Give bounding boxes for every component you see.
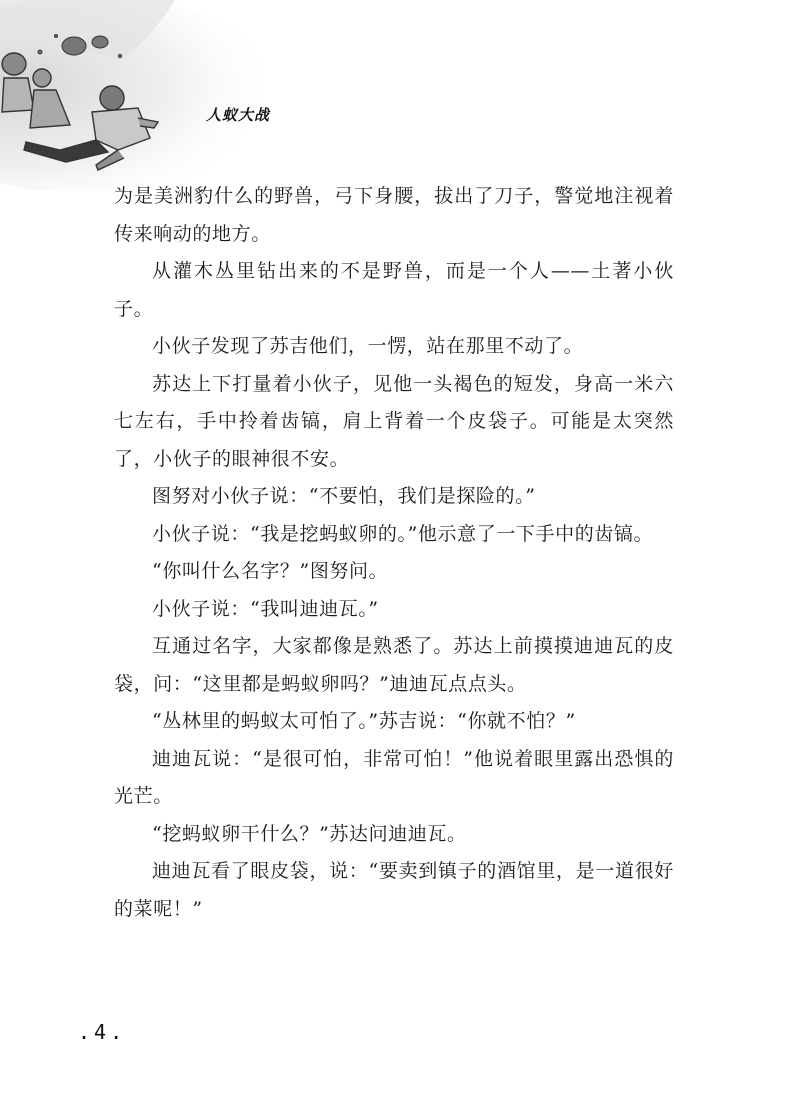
running-head: 人蚁大战 bbox=[206, 106, 271, 124]
paragraph: 迪迪瓦说：“是很可怕，非常可怕！”他说着眼里露出恐惧的光芒。 bbox=[114, 747, 674, 807]
paragraph: 图努对小伙子说：“不要怕，我们是探险的。” bbox=[152, 485, 536, 507]
paragraph: 小伙子说：“我是挖蚂蚁卵的。”他示意了一下手中的齿镐。 bbox=[152, 522, 654, 545]
paragraph: “你叫什么名字？”图努问。 bbox=[152, 560, 389, 582]
paragraph: 从灌木丛里钻出来的不是野兽，而是一个人——土著小伙子。 bbox=[114, 260, 674, 320]
page-number: .4. bbox=[78, 1020, 127, 1044]
header-illustration bbox=[0, 0, 330, 190]
paragraph: “丛林里的蚂蚁太可怕了。”苏吉说：“你就不怕？” bbox=[152, 710, 576, 732]
paragraph: 小伙子说：“我叫迪迪瓦。” bbox=[152, 597, 379, 620]
paragraph: 为是美洲豹什么的野兽，弓下身腰，拔出了刀子，警觉地注视着传来响动的地方。 bbox=[114, 185, 674, 245]
paragraph: 小伙子发现了苏吉他们，一愣，站在那里不动了。 bbox=[152, 335, 584, 357]
paragraph: 迪迪瓦看了眼皮袋，说：“要卖到镇子的酒馆里，是一道很好的菜呢！” bbox=[114, 860, 674, 920]
paragraph: “挖蚂蚁卵干什么？”苏达问迪迪瓦。 bbox=[152, 822, 467, 845]
paragraph: 苏达上下打量着小伙子，见他一头褐色的短发，身高一米六七左右，手中拎着齿镐，肩上背着一个皮袋子。可能是太突然了，小伙子的眼神很不安。 bbox=[114, 372, 674, 470]
body-text bbox=[114, 178, 674, 928]
paragraph: 互通过名字，大家都像是熟悉了。苏达上前摸摸迪迪瓦的皮袋，问：“这里都是蚂蚁卵吗？”迪迪瓦点点头。 bbox=[114, 635, 674, 695]
